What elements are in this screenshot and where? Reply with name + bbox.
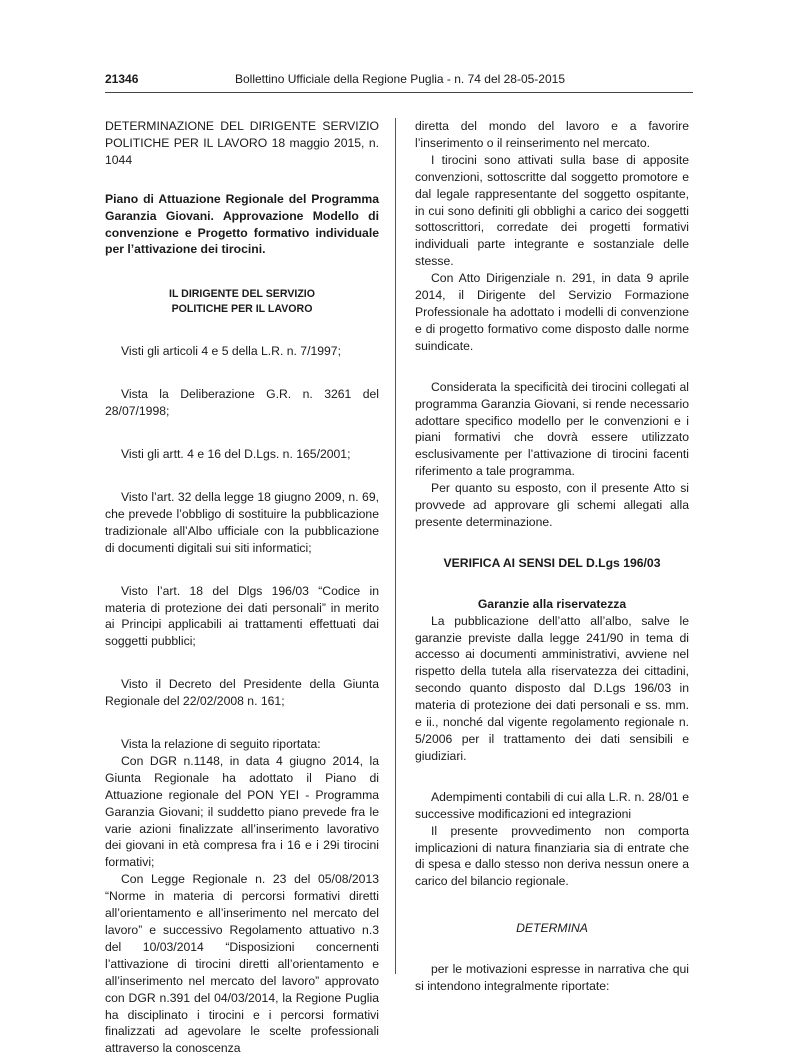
paragraph: Visto l’art. 32 della legge 18 giugno 2009, n. 69, che prevede l’obbligo di sostituire la pubblicazione tradizionale all’Albo ufficiale con la pubblicazione di documenti digitali sui siti informatici; xyxy=(105,489,379,555)
section-heading-determina: DETERMINA xyxy=(516,921,588,936)
paragraph: Visti gli articoli 4 e 5 della L.R. n. 7/1997; xyxy=(121,344,341,359)
paragraph: Vista la relazione di seguito riportata: xyxy=(121,737,321,752)
paragraph: Per quanto su esposto, con il presente Atto si provvede ad approvare gli schemi allegati alla presente determinazione. xyxy=(415,481,689,529)
section-heading-garanzie: Garanzie alla riservatezza xyxy=(477,596,627,611)
header-rule xyxy=(105,92,693,93)
paragraph: Vista la Deliberazione G.R. n. 3261 del 28/07/1998; xyxy=(105,387,379,419)
paragraph: I tirocini sono attivati sulla base di apposite convenzioni, sottoscritte dal soggetto promotore e dal legale rappresentante del soggetto ospitante, in cui sono definiti gli obblighi a carico dei soggetti sottoscrittori, corredate dei progetti formativi individuali parte integrante e sostanziale delle stesse. xyxy=(415,152,689,269)
paragraph: Con Legge Regionale n. 23 del 05/08/2013 “Norme in materia di percorsi formativi diretti all’orientamento e all’inserimento nel mercato del lavoro” e successivo Regolamento attuativo n.3 del 10/03/2014 “Disposizioni concernenti l’attivazione di tirocini diretti all’orientamento e all’inserimento nel mercato del lavoro” approvato con DGR n.391 del 04/03/2014, la Regione Puglia ha disciplinato i tirocini e i percorsi formativi finalizzati ad agevolare le scelte professionali attraverso la conoscenza xyxy=(105,872,379,1056)
right-column xyxy=(415,118,689,995)
paragraph: Con DGR n.1148, in data 4 giugno 2014, la Giunta Regionale ha adottato il Piano di Attuazione regionale del PON YEI - Programma Garanzia Giovani; il suddetto piano prevede fra le varie azioni finalizzate all’inserimento lavorativo dei giovani in età compresa fra i 16 e i 29i tirocini formativi; xyxy=(105,753,379,870)
paragraph: Visti gli artt. 4 e 16 del D.Lgs. n. 165/2001; xyxy=(121,447,351,462)
document-heading: DETERMINAZIONE DEL DIRIGENTE SERVIZIO POLITICHE PER IL LAVORO 18 maggio 2015, n. 1044 xyxy=(105,119,379,167)
document-subject: Piano di Attuazione Regionale del Programma Garanzia Giovani. Approvazione Modello di convenzione e Progetto formativo individuale per l’attivazione dei tirocini. xyxy=(105,191,379,257)
paragraph: diretta del mondo del lavoro e a favorire l’inserimento o il reinserimento nel mercato. xyxy=(415,119,689,150)
paragraph: Visto l’art. 18 del Dlgs 196/03 “Codice in materia di protezione dei dati personali” in merito ai Principi applicabili ai trattamenti effettuati dai soggetti pubblici; xyxy=(105,583,379,649)
page-number: 21346 xyxy=(105,72,139,86)
paragraph: Adempimenti contabili di cui alla L.R. n. 28/01 e successive modificazioni ed integrazioni xyxy=(415,789,689,821)
section-heading-verifica: VERIFICA AI SENSI DEL D.Lgs 196/03 xyxy=(443,555,661,570)
paragraph: Il presente provvedimento non comporta implicazioni di natura finanziaria sia di entrate che di spesa e dallo stesso non deriva nessun onere a carico del bilancio regionale. xyxy=(415,823,689,889)
page-header xyxy=(105,72,693,88)
authority-line-2: POLITICHE PER IL LAVORO xyxy=(171,303,313,316)
paragraph: Visto il Decreto del Presidente della Giunta Regionale del 22/02/2008 n. 161; xyxy=(105,677,379,709)
paragraph: Considerata la specificità dei tirocini collegati al programma Garanzia Giovani, si rende necessario adottare specifico modello per le convenzioni e i piani formativi che dovrà essere utilizzato esclusivamente per l’attivazione di tirocini facenti riferimento a tale programma. xyxy=(415,379,689,479)
paragraph: Con Atto Dirigenziale n. 291, in data 9 aprile 2014, il Dirigente del Servizio Formazione Professionale ha adottato i modelli di convenzione e di progetto formativo come disposto dalle norme suindicate. xyxy=(415,271,689,353)
bulletin-title: Bollettino Ufficiale della Regione Puglia - n. 74 del 28-05-2015 xyxy=(235,72,565,86)
paragraph: La pubblicazione dell’atto all’albo, salve le garanzie previste dalla legge 241/90 in tema di accesso ai documenti amministrativi, avviene nel rispetto della tutela alla riservatezza dei cittadini, secondo quanto disposto dal D.Lgs 196/03 in materia di protezione dei dati personali e ss. mm. e ii., nonché dal vigente regolamento regionale n. 5/2006 per il trattamento dei dati sensibili e giudiziari. xyxy=(415,613,689,763)
column-divider xyxy=(395,118,396,974)
paragraph: per le motivazioni espresse in narrativa che qui si intendono integralmente riportate: xyxy=(415,962,689,994)
left-column xyxy=(105,118,379,1057)
authority-line-1: IL DIRIGENTE DEL SERVIZIO xyxy=(169,288,315,301)
